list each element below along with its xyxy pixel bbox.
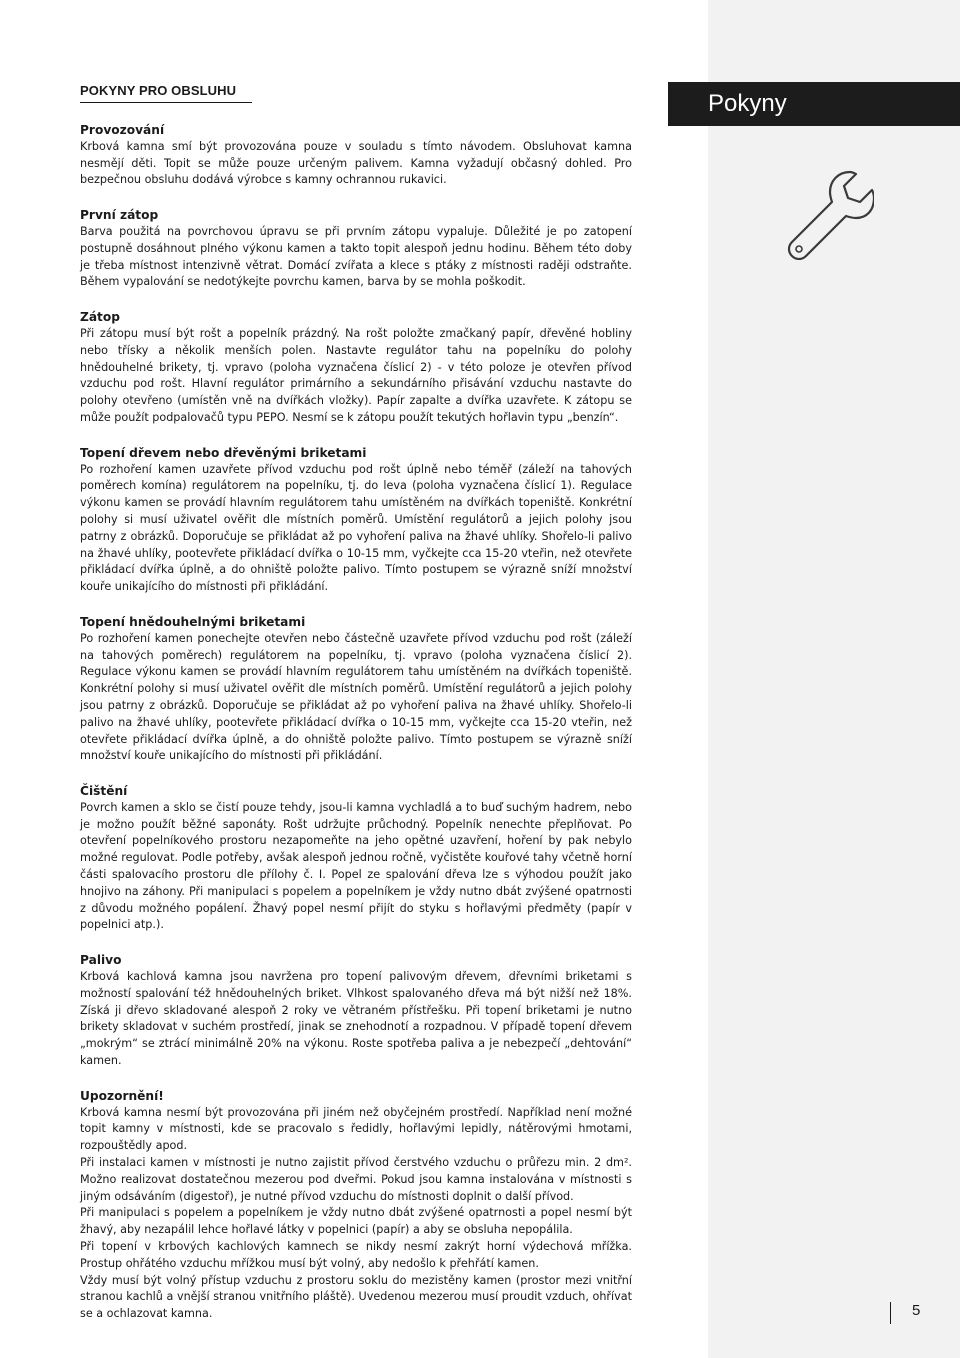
section-paragraph: Při instalaci kamen v místnosti je nutno zajistit přívod čerstvého vzduchu o průřezu min. 2 dm². Možno realizovat dostatečnou mezerou pod dveřmi. Pokud jsou kamna instalována v místnosti s jiným odsáváním (digestoř), je nutné přívod vzduchu do místnosti doplnit o další přívod.	[80, 1156, 632, 1203]
section-topeni-briketami	[80, 614, 632, 765]
main-content	[80, 80, 632, 1323]
section-paragraph: Krbová kamna smí být provozována pouze v souladu s tímto návodem. Obsluhovat kamna nesmějí děti. Topit se může pouze určeným palivem. Kamna vyžadují občasný dohled. Pro bezpečnou obsluhu dodává výrobce s kamny ochrannou rukavici.	[80, 139, 632, 187]
section-provozovani	[80, 122, 632, 189]
section-topeni-drevem	[80, 445, 632, 596]
section-prvni-zatop	[80, 207, 632, 291]
section-paragraph: Krbová kachlová kamna jsou navržena pro topení palivovým dřevem, dřevními briketami s možností spalování též hnědouhelných briket. Vlhkost spalovaného dřeva má být nižší než 18%. Získá ji dřevo skladované alespoň 2 roky ve větraném přístřešku. Při topení briketami je nutno brikety skladovat v suchém prostředí, jinak se znehodnotí a rozpadnou. V případě topení dřevem „mokrým“ se ztrácí minimálně 20% na výkonu. Roste spotřeba paliva a je nebezpečí „dehtování“ kamen.	[80, 970, 632, 1068]
section-title: Palivo	[80, 953, 122, 968]
page-number-divider	[890, 1302, 891, 1324]
section-title: Zátop	[80, 310, 120, 325]
section-title: Topení hnědouhelnými briketami	[80, 614, 306, 629]
page-number: 5	[912, 1302, 921, 1319]
section-zatop	[80, 309, 632, 427]
section-palivo	[80, 952, 632, 1070]
section-paragraph: Při zátopu musí být rošt a popelník prázdný. Na rošt položte zmačkaný papír, dřevěné hobliny nebo třísky a několik menších polen. Nastavte regulátor tahu na popelníku do polohy hnědouhelné brikety, tj. vpravo (poloha vyznačena číslicí 2) - v této poloze je otevřen přívod vzduchu pod rošt. Hlavní regulátor primárního a sekundárního přisávání vzduchu nastavte do polohy otevřeno (umístěn vně na dvířkách vložky). Papír zapalte a dvířka uzavřete. K zátopu se může použít podpalovačů typu PEPO. Nesmí se k zátopu použít tekutých hořlavin typu „benzín“.	[80, 326, 632, 424]
section-title: Čištění	[80, 784, 128, 799]
section-paragraph: Povrch kamen a sklo se čistí pouze tehdy, jsou-li kamna vychladlá a to buď suchým hadrem, nebo je možno použít běžné saponáty. Rošt udržujte průchodný. Popelník nenechte přeplňovat. Po otevření popelníkového prostoru nezapomeňte na jeho opětné uzavření, hoření by pak nebylo možné regulovat. Podle potřeby, avšak alespoň jednou ročně, vyčistěte kouřové tahy včetně horní části spalovacího prostoru dle přílohy č. I. Popel ze spalování dřeva lze s výhodou použít jako hnojivo na záhony. Při manipulaci s popelem a popelníkem je vždy nutno dbát zvýšené opatrnosti z důvodu možného popálení. Žhavý popel nesmí přijít do styku s hořlavými předměty (papír v popelnici atp.).	[80, 800, 632, 932]
wrench-icon	[784, 168, 874, 260]
section-paragraph: Při manipulaci s popelem a popelníkem je vždy nutno dbát zvýšené opatrnosti a popel nesmí být žhavý, aby nezapálil lehce hořlavé látky v popelnici (papír) a aby se obsluha nepopálila.	[80, 1206, 632, 1237]
section-paragraph: Po rozhoření kamen ponechejte otevřen nebo částečně uzavřete přívod vzduchu pod rošt (záleží na tahových poměrech) regulátorem na popelníku, tj. vpravo (poloha vyznačena číslicí 2). Regulace výkonu kamen se provádí hlavním regulátorem tahu umístěném na dvířkách topeniště. Konkrétní polohy si musí uživatel ověřit dle místních poměrů. Umístění regulátorů a jejich polohy jsou patrny z obrázků. Doporučuje se přikládat až po vyhoření paliva na žhavé uhlíky. Shořelo-li palivo na žhavé uhlíky, pootevřete přikládací dvířka o 10-15 mm, vyčkejte cca 15-20 vteřin, než otevřete přikládací dvířka úplně, a do ohniště položte palivo. Tímto postupem se výrazně sníží množství kouře unikajícího do místnosti při přikládání.	[80, 631, 632, 763]
section-paragraph: Vždy musí být volný přístup vzduchu z prostoru soklu do mezistěny kamen (prostor mezi vnitřní stranou kachlů a vnější stranou vnitřního pláště). Uvedenou mezerou musí proudit vzduch, ohřívat se a ochlazovat kamna.	[80, 1273, 632, 1321]
section-title: Upozornění!	[80, 1088, 164, 1103]
section-title: Provozování	[80, 123, 165, 137]
section-paragraph: Po rozhoření kamen uzavřete přívod vzduchu pod rošt úplně nebo téměř (záleží na tahových poměrech komína) regulátorem na popelníku, tj. do leva (poloha vyznačena číslicí 1). Regulace výkonu kamen se provádí hlavním regulátorem tahu umístěném na dvířkách topeniště. Konkrétní polohy si musí uživatel ověřit dle místních poměrů. Umístění regulátorů a jejich polohy jsou patrny z obrázků. Doporučuje se přikládat až po vyhoření paliva na žhavé uhlíky. Shořelo-li palivo na žhavé uhlíky, pootevřete přikládací dvířka o 10-15 mm, vyčkejte cca 15-20 vteřin, než otevřete přikládací dvířka úplně, a do ohniště položte palivo. Tímto postupem se výrazně sníží množství kouře unikajícího do místnosti při přikládání.	[80, 462, 632, 594]
section-title: První zátop	[80, 208, 159, 223]
section-tab-label: Pokyny	[708, 90, 787, 117]
section-title: Topení dřevem nebo dřevěnými briketami	[80, 445, 367, 460]
section-upozorneni	[80, 1088, 632, 1323]
page-heading: POKYNY PRO OBSLUHU	[80, 83, 252, 103]
section-tab	[668, 82, 960, 126]
section-paragraph: Barva použitá na povrchovou úpravu se při prvním zátopu vypaluje. Důležité je po zatopení postupně dosáhnout plného výkonu kamen a takto topit alespoň jednu hodinu. Během této doby je třeba místnost intenzivně větrat. Domácí zvířata a klece s ptáky z místnosti raději odstraňte. Během vypalování se nedotýkejte povrchu kamen, barva by se mohla poškodit.	[80, 224, 632, 289]
section-cisteni	[80, 783, 632, 934]
section-paragraph: Při topení v krbových kachlových kamnech se nikdy nesmí zakrýt horní výdechová mřížka. Prostup ohřátého vzduchu mřížkou musí být volný, aby nedošlo k přehřátí kamen.	[80, 1240, 632, 1270]
section-paragraph: Krbová kamna nesmí být provozována při jiném než obyčejném prostředí. Například není možné topit kamny v místnosti, kde se pracovalo s ředidly, hořlavými lepidly, nátěrovými hmotami, rozpouštědly apod.	[80, 1105, 632, 1153]
